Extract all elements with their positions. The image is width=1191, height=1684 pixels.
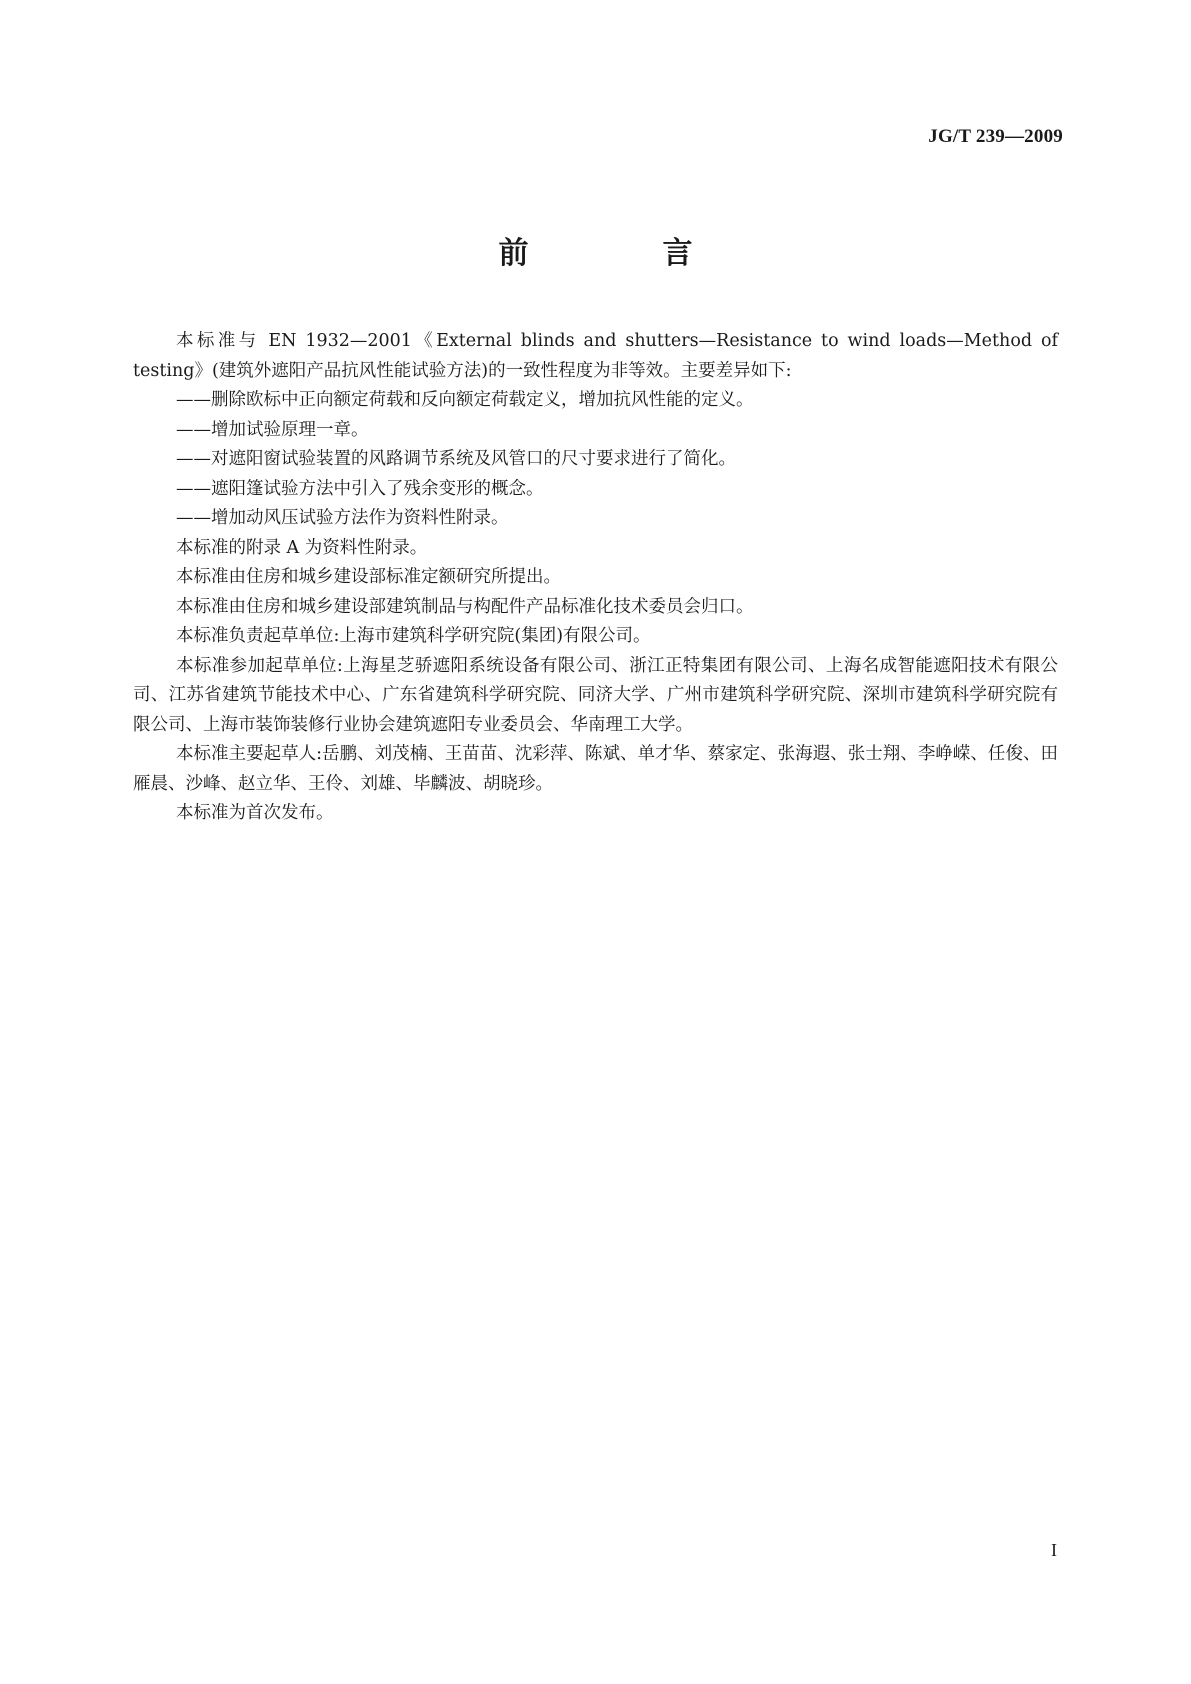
- foreword-body: [133, 327, 1058, 829]
- paragraph-main-drafters: 本标准主要起草人:岳鹏、刘茂楠、王苗苗、沈彩萍、陈斌、单才华、蔡家定、张海遐、张士翔、李峥嵘、任俊、田雁晨、沙峰、赵立华、王伶、刘雄、毕麟波、胡晓珍。: [133, 744, 1058, 794]
- paragraph-appendix: 本标准的附录 A 为资料性附录。: [176, 537, 428, 558]
- paragraph-intro: 本标准与 EN 1932—2001《External blinds and shutters—Resistance to wind loads—Method of testing》(建筑外遮阳产品抗风性能试验方法)的一致性程度为非等效。主要差异如下:: [133, 331, 1058, 381]
- paragraph-first-release: 本标准为首次发布。: [176, 803, 334, 823]
- page-title: 前 言: [498, 236, 745, 271]
- list-item-difference-1: ——删除欧标中正向额定荷载和反向额定荷载定义，增加抗风性能的定义。: [176, 390, 754, 410]
- page-number: I: [1051, 1540, 1057, 1560]
- list-item-difference-3: ——对遮阳窗试验装置的风路调节系统及风管口的尺寸要求进行了简化。: [176, 449, 736, 469]
- paragraph-proposer: 本标准由住房和城乡建设部标准定额研究所提出。: [176, 567, 561, 587]
- list-item-difference-2: ——增加试验原理一章。: [176, 419, 369, 440]
- list-item-difference-4: ——遮阳篷试验方法中引入了残余变形的概念。: [176, 478, 544, 499]
- standard-code: JG/T 239—2009: [928, 126, 1063, 147]
- paragraph-committee: 本标准由住房和城乡建设部建筑制品与构配件产品标准化技术委员会归口。: [176, 596, 754, 617]
- paragraph-participating-drafters: 本标准参加起草单位:上海星芝骄遮阳系统设备有限公司、浙江正特集团有限公司、上海名成智能遮阳技术有限公司、江苏省建筑节能技术中心、广东省建筑科学研究院、同济大学、广州市建筑科学研究院、深圳市建筑科学研究院有限公司、上海市装饰装修行业协会建筑遮阳专业委员会、华南理工大学。: [133, 655, 1058, 735]
- list-item-difference-5: ——增加动风压试验方法作为资料性附录。: [176, 508, 509, 528]
- paragraph-lead-drafter: 本标准负责起草单位:上海市建筑科学研究院(集团)有限公司。: [176, 626, 651, 646]
